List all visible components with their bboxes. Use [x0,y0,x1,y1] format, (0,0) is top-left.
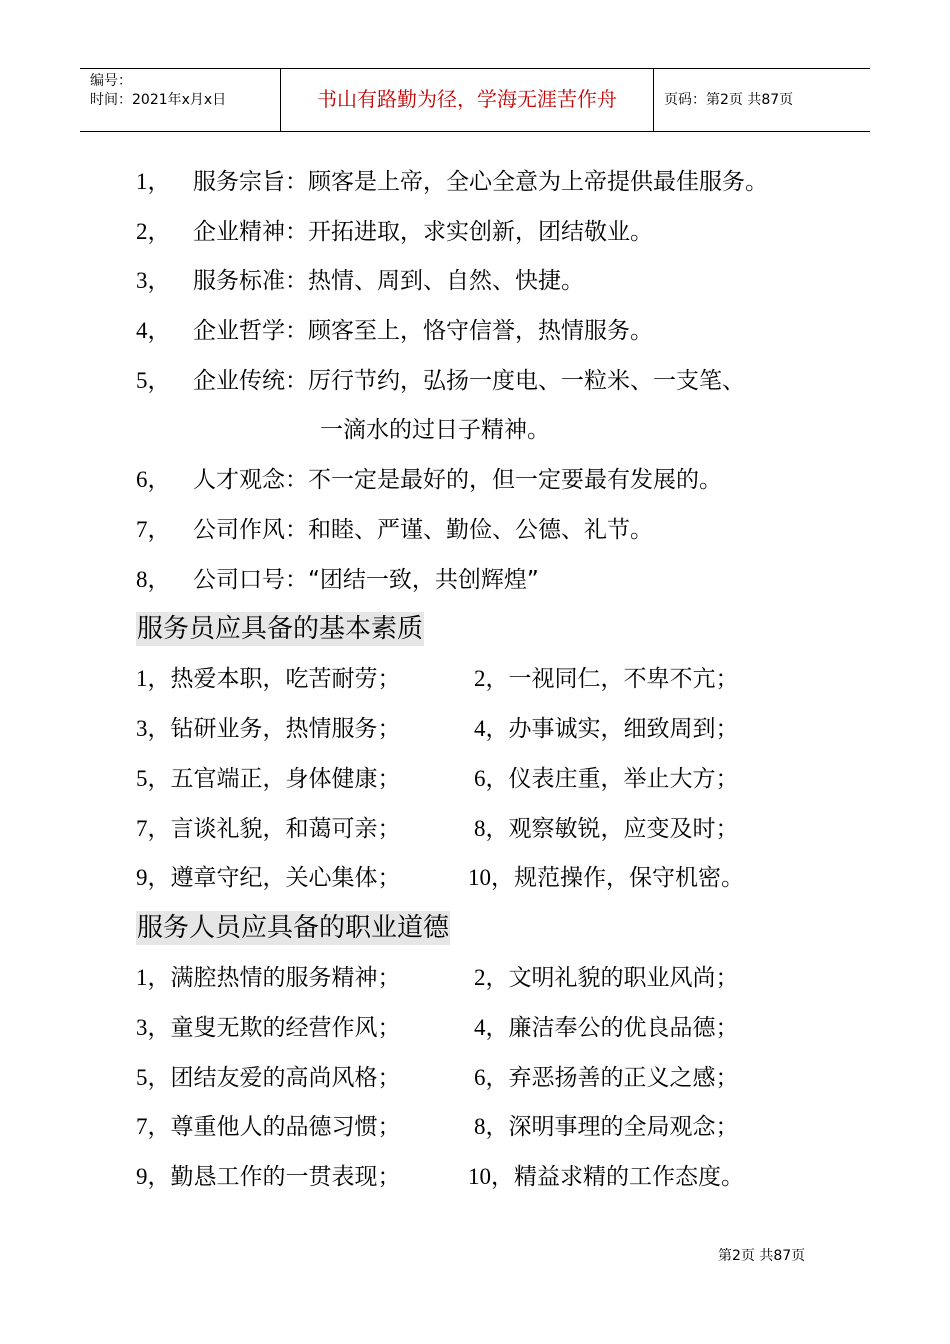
item-number: 2 [474,965,486,990]
principle-item [193,466,722,494]
principle-text-continued: 一滴水的过日子精神。 [320,417,550,443]
item-text: ，童叟无欺的经营作风； [147,1015,401,1041]
item-number: 3 [136,716,148,741]
header-motto-cell [281,69,654,131]
item-number: 3 [136,1015,148,1040]
header-motto: 书山有路勤为径，学海无涯苦作舟 [317,87,617,111]
item-number: 4 [474,1015,486,1040]
principle-text: 顾客至上，恪守信誉，热情服务。 [308,318,653,344]
item-text: ，仪表庄重，举止大方； [485,766,739,792]
principle-number: 8， [136,567,171,592]
item-text: ，言谈礼貌，和蔼可亲； [147,816,401,842]
ethics-heading: 服务人员应具备的职业道德 [137,913,450,943]
principle-text: 和睦、严谨、勤俭、公德、礼节。 [308,517,653,543]
principle-text: 顾客是上帝，全心全意为上帝提供最佳服务。 [308,169,768,195]
item-number: 1 [136,666,148,691]
item-number: 9 [136,865,148,890]
principle-item [193,317,653,345]
list-item [136,815,401,843]
principle-item [193,367,745,395]
list-item [474,665,739,693]
item-number: 4 [474,716,486,741]
item-text: ，廉洁奉公的优良品德； [485,1015,739,1041]
principle-label: 企业精神： [193,219,308,245]
principle-text: 开拓进取，求实创新，团结敬业。 [308,219,653,245]
principle-number: 3， [136,268,171,293]
principle-text: “团结一致，共创辉煌” [308,567,539,593]
principle-label: 服务宗旨： [193,169,308,195]
item-number: 7 [136,1114,148,1139]
item-number: 1 [136,965,148,990]
item-number: 5 [136,766,148,791]
item-number: 8 [474,1114,486,1139]
item-number: 10 [468,1164,491,1189]
item-number: 10 [468,865,491,890]
principle-item [193,218,653,246]
item-number: 6 [474,766,486,791]
principle-text: 厉行节约，弘扬一度电、一粒米、一支笔、 [308,368,745,394]
principle-number: 1， [136,169,171,194]
principle-label: 服务标准： [193,268,308,294]
page-header [80,68,870,132]
date-label: 时间：2021年x月x日 [90,92,227,108]
principle-label: 企业传统： [193,368,308,394]
list-item [474,964,739,992]
list-item [136,1014,401,1042]
principle-label: 公司口号： [193,567,308,593]
item-text: ，规范操作，保守机密。 [491,865,744,891]
item-number: 9 [136,1164,148,1189]
item-number: 7 [136,816,148,841]
principle-text: 热情、周到、自然、快捷。 [308,268,584,294]
list-item [136,715,401,743]
principle-number: 2， [136,219,171,244]
list-item [474,765,739,793]
principle-number: 6， [136,467,171,492]
item-text: ，满腔热情的服务精神； [147,965,401,991]
list-item [136,665,401,693]
item-text: ，团结友爱的高尚风格； [147,1065,401,1091]
item-text: ，钻研业务，热情服务； [147,716,401,742]
list-item [474,715,739,743]
principle-item [193,516,653,544]
item-text: ，精益求精的工作态度。 [491,1164,744,1190]
item-number: 8 [474,816,486,841]
principle-label: 企业哲学： [193,318,308,344]
page-footer: 第2页 共87页 [718,1248,806,1264]
list-item [136,1113,401,1141]
list-item [136,1064,401,1092]
principle-item [193,566,539,594]
item-text: ，热爱本职，吃苦耐劳； [147,666,401,692]
serial-label: 编号： [90,73,132,89]
item-number: 6 [474,1065,486,1090]
item-text: ，观察敏锐，应变及时； [485,816,739,842]
principle-number: 4， [136,318,171,343]
principle-number: 7， [136,517,171,542]
list-item [474,815,739,843]
list-item [136,964,401,992]
item-text: ，五官端正，身体健康； [147,766,401,792]
item-text: ，一视同仁，不卑不亢； [485,666,739,692]
header-page-info: 页码：第2页 共87页 [664,92,794,108]
item-number: 5 [136,1065,148,1090]
item-text: ，遵章守纪，关心集体； [147,865,401,891]
qualities-heading: 服务员应具备的基本素质 [137,614,424,644]
header-page-cell [654,69,870,131]
list-item [468,1163,744,1191]
item-text: ，文明礼貌的职业风尚； [485,965,739,991]
item-text: ，弃恶扬善的正义之感； [485,1065,739,1091]
principle-item [193,267,584,295]
item-text: ，勤恳工作的一贯表现； [147,1164,401,1190]
list-item [136,1163,401,1191]
list-item [136,765,401,793]
principle-item [193,168,768,196]
principle-label: 人才观念： [193,467,308,493]
principle-number: 5， [136,368,171,393]
principle-label: 公司作风： [193,517,308,543]
principle-text: 不一定是最好的，但一定要最有发展的。 [308,467,722,493]
item-text: ，深明事理的全局观念； [485,1114,739,1140]
list-item [468,864,744,892]
list-item [474,1014,739,1042]
item-text: ，办事诚实，细致周到； [485,716,739,742]
list-item [474,1113,739,1141]
item-text: ，尊重他人的品德习惯； [147,1114,401,1140]
list-item [474,1064,739,1092]
header-meta-cell [80,69,281,131]
item-number: 2 [474,666,486,691]
list-item [136,864,401,892]
